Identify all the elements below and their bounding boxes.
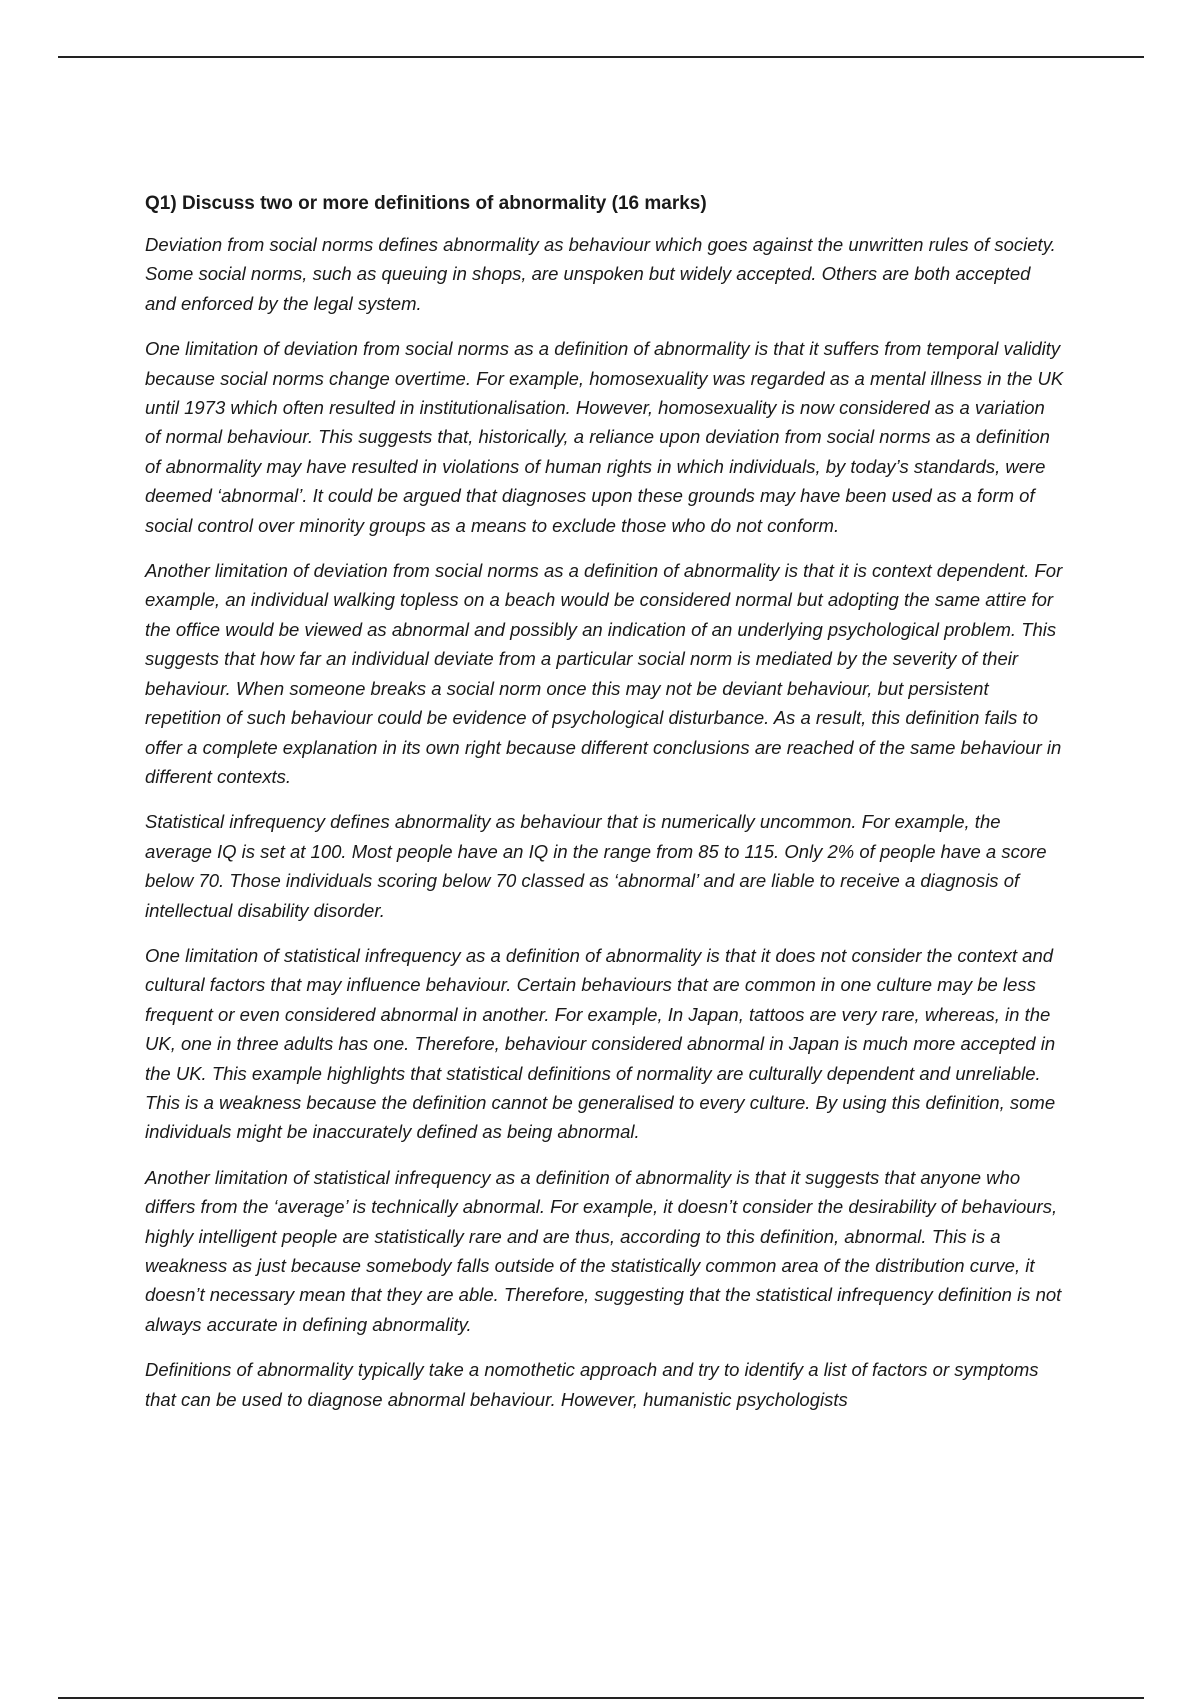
paragraph-nomothetic-approach: Definitions of abnormality typically take a nomothetic approach and try to identify a list of factors or symptoms that can be used to diagnose abnormal behaviour. However, humanistic psychologists [145,1359,1039,1410]
paragraph-temporal-validity: One limitation of deviation from social norms as a definition of abnormality is that it suffers from temporal validity because social norms change overtime. For example, homosexuality was regarded as a mental illness in the UK until 1973 which often resulted in institutionalisation. However, homosexuality is now considered as a variation of normal behaviour. This suggests that, historically, a reliance upon deviation from social norms as a definition of abnormality may have resulted in violations of human rights in which individuals, by today’s standards, were deemed ‘abnormal’. It could be argued that diagnoses upon these grounds may have been used as a form of social control over minority groups as a means to exclude those who do not conform. [145,338,1064,536]
paragraph-social-norms-definition: Deviation from social norms defines abnormality as behaviour which goes against the unwritten rules of society. Some social norms, such as queuing in shops, are unspoken but widely accepted. Others are both accepted and enforced by the legal system. [145,234,1056,314]
footer-rule [58,1697,1144,1699]
document-body [145,188,1065,1430]
paragraph-cultural-factors: One limitation of statistical infrequency as a definition of abnormality is that it does not consider the context and cultural factors that may influence behaviour. Certain behaviours that are common in one culture may be less frequent or even considered abnormal in another. For example, In Japan, tattoos are very rare, whereas, in the UK, one in three adults has one. Therefore, behaviour considered abnormal in Japan is much more accepted in the UK. This example highlights that statistical definitions of normality are culturally dependent and unreliable. This is a weakness because the definition cannot be generalised to every culture. By using this definition, some individuals might be inaccurately defined as being abnormal. [145,944,1056,1143]
paragraph-average-limitation: Another limitation of statistical infrequency as a definition of abnormality is that it suggests that anyone who differs from the ‘average’ is technically abnormal. For example, it doesn’t consider the desirability of behaviours, highly intelligent people are statistically rare and are thus, according to this definition, abnormal. This is a weakness as just because somebody falls outside of the statistically common area of the distribution curve, it doesn’t necessary mean that they are able. Therefore, suggesting that the statistical infrequency definition is not always accurate in defining abnormality. [145,1166,1062,1335]
question-heading: Q1) Discuss two or more definitions of abnormality (16 marks) [145,193,707,214]
paragraph-statistical-infrequency: Statistical infrequency defines abnormality as behaviour that is numerically uncommon. For example, the average IQ is set at 100. Most people have an IQ in the range from 85 to 115. Only 2% of people have a score below 70. Those individuals scoring below 70 classed as ‘abnormal’ and are liable to receive a diagnosis of intellectual disability disorder. [145,811,1047,921]
paragraph-context-dependent: Another limitation of deviation from social norms as a definition of abnormality is that it is context dependent. For example, an individual walking topless on a beach would be considered normal but adopting the same attire for the office would be viewed as abnormal and possibly an indication of an underlying psychological problem. This suggests that how far an individual deviate from a particular social norm is mediated by the severity of their behaviour. When someone breaks a social norm once this may not be deviant behaviour, but persistent repetition of such behaviour could be evidence of psychological disturbance. As a result, this definition fails to offer a complete explanation in its own right because different conclusions are reached of the same behaviour in different contexts. [145,560,1063,787]
header-rule [58,56,1144,58]
